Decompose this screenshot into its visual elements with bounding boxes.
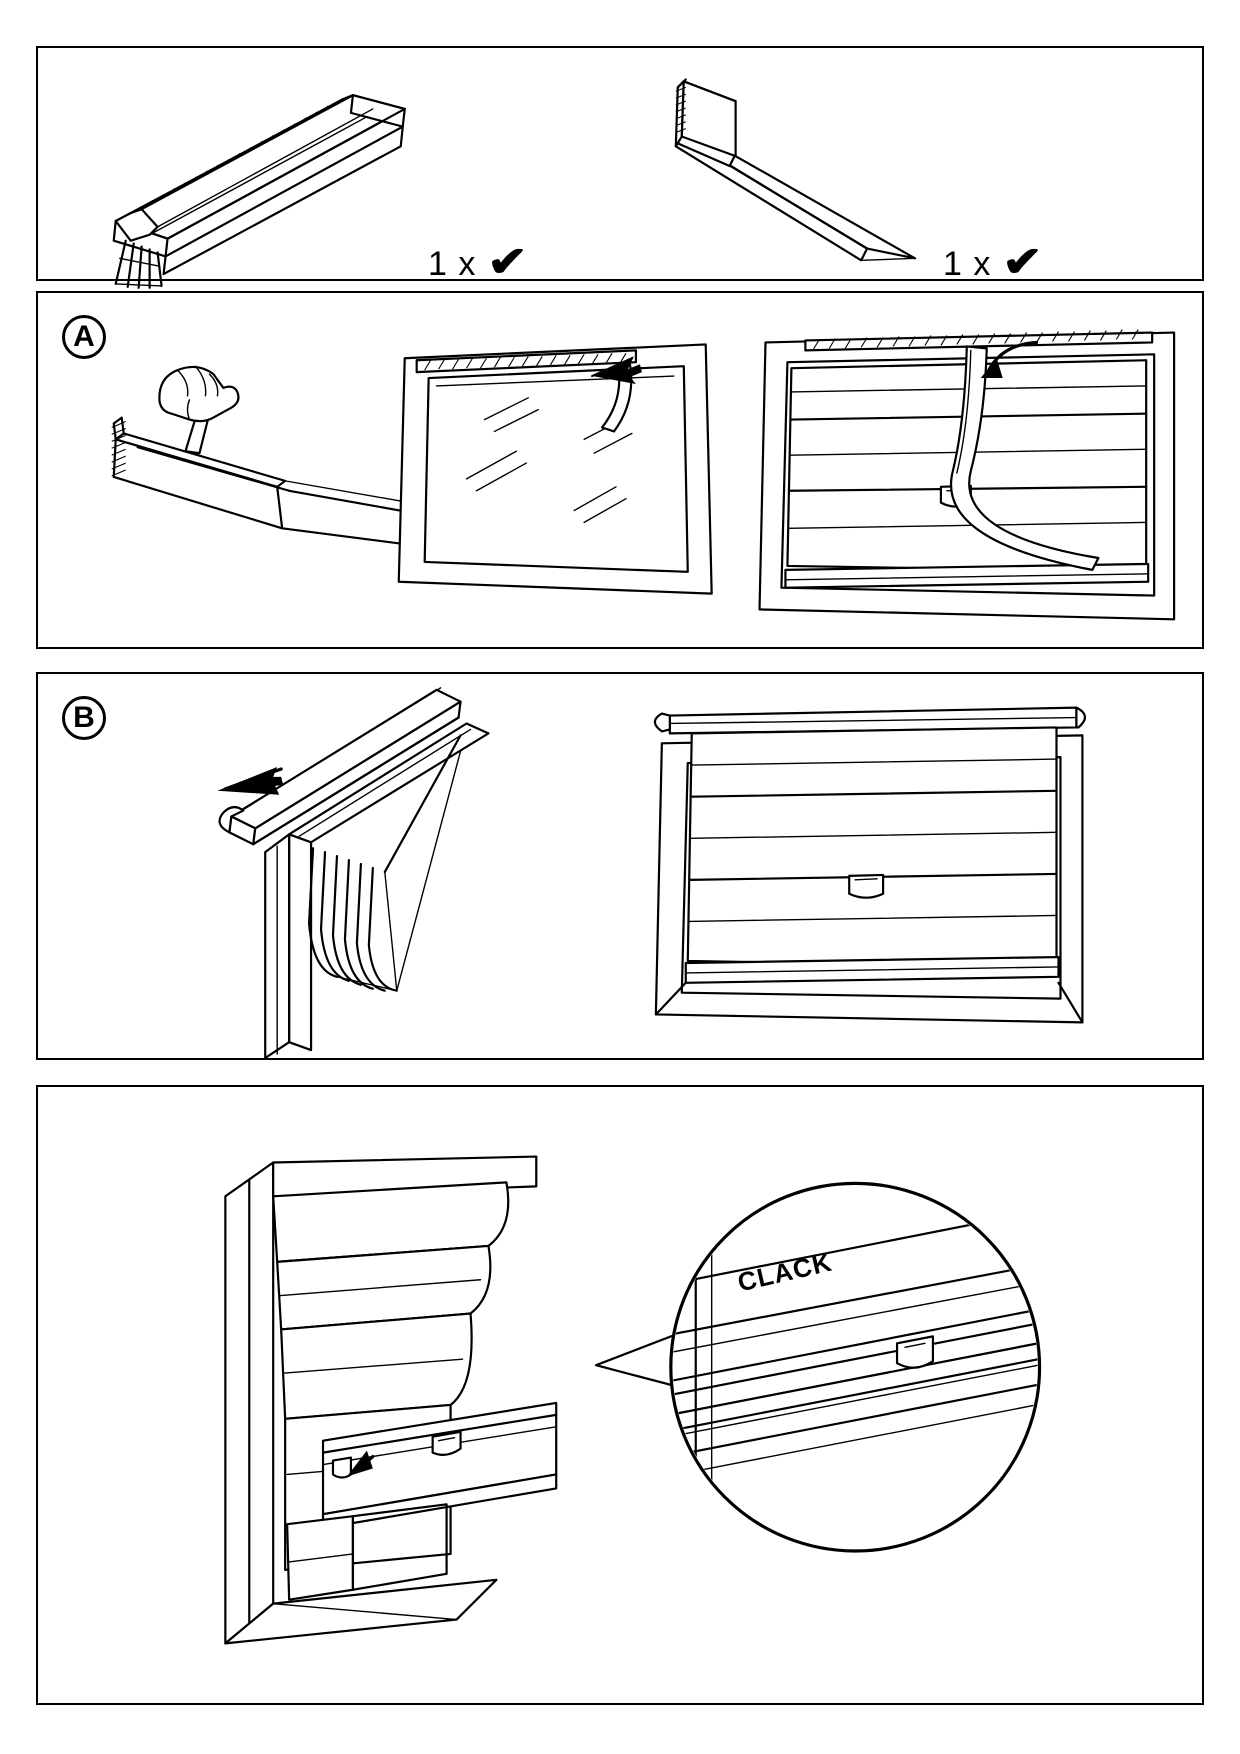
check-icon: ✔ xyxy=(487,238,530,285)
part-2-quantity-label: 1 x xyxy=(943,244,992,283)
step-b-panel xyxy=(36,672,1204,1060)
step-a-illustration xyxy=(38,293,1202,647)
step-a-badge: A xyxy=(62,315,106,359)
step-a-panel xyxy=(36,291,1204,649)
bottom-rail-clipping-detail xyxy=(225,1157,556,1644)
blind-mounted-in-window xyxy=(655,708,1085,1023)
top-rail-part-drawing xyxy=(114,95,405,288)
step-b-badge: B xyxy=(62,696,106,740)
bottom-rail-part-drawing xyxy=(676,79,915,260)
parts-list-panel xyxy=(36,46,1204,285)
check-icon: ✔ xyxy=(1002,238,1045,285)
step-c-panel xyxy=(36,1085,1204,1705)
part-1-quantity xyxy=(428,238,530,285)
window-frame-with-adhesive-rail xyxy=(399,344,712,593)
pleated-blind-sliding-onto-rail xyxy=(217,688,488,1058)
clack-magnifier-detail xyxy=(596,1133,1048,1554)
clack-callout-label: CLACK xyxy=(734,1246,836,1298)
blind-fabric-attached-to-rail xyxy=(760,330,1175,620)
step-b-illustration xyxy=(38,674,1202,1058)
part-1-quantity-label: 1 x xyxy=(428,244,477,283)
step-c-illustration xyxy=(38,1087,1202,1703)
part-2-quantity xyxy=(943,238,1045,285)
